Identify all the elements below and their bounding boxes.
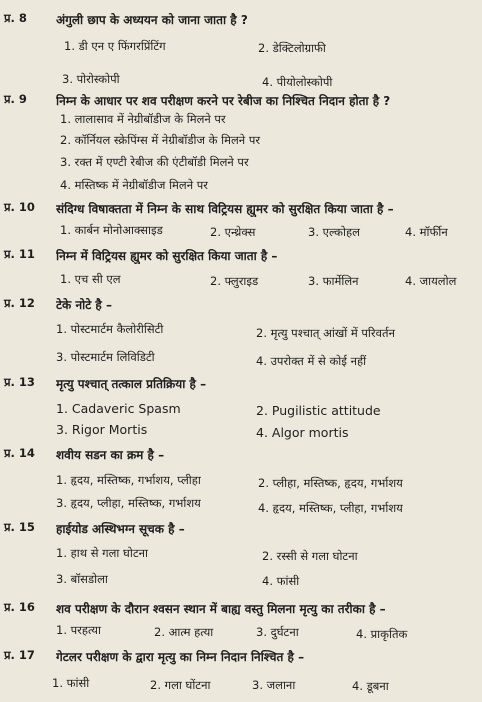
question-text: निम्न में विट्रियस ह्युमर को सुरक्षित किया जाता है – — [56, 249, 278, 263]
option-3: 3. दुर्घटना — [256, 625, 299, 639]
option-4: 4. पीयोलोस्कोपी — [262, 75, 333, 89]
question-text: अंगुली छाप के अध्ययन को जाना जाता है ? — [56, 13, 248, 27]
option-2: 2. आत्म हत्या — [154, 625, 214, 639]
question-text: शव परीक्षण के दौरान श्वसन स्थान में बाह्य वस्तु मिलना मृत्यु का तरीका है – — [56, 602, 386, 616]
option-1: 1. परहत्या — [56, 623, 101, 637]
option-2: 2. डेक्टिलोग्राफी — [258, 41, 326, 55]
question-text: हाईयोड अस्थिभग्न सूचक है – — [56, 522, 185, 536]
option-2: 2. मृत्यु पश्चात् आंखों में परिवर्तन — [256, 326, 395, 340]
option-3: 3. पोरोस्कोपी — [62, 72, 120, 86]
question-number: प्र. 16 — [4, 600, 35, 614]
question-text: टेके नोटे है – — [56, 298, 112, 312]
question-number: प्र. 15 — [4, 520, 35, 534]
question-number: प्र. 11 — [4, 247, 35, 261]
option-1: 1. फांसी — [52, 676, 90, 690]
option-4: 4. फांसी — [262, 574, 300, 588]
option-3: 3. फार्मेलिन — [308, 274, 359, 288]
question-number: प्र. 13 — [4, 375, 35, 389]
option-3: 3. जलाना — [252, 678, 296, 692]
option-1: 1. हाथ से गला घोटना — [56, 546, 148, 560]
question-number: प्र. 10 — [4, 200, 35, 214]
option-4: 4. जायलोल — [405, 274, 457, 288]
option-3: 3. एल्कोहल — [308, 225, 360, 239]
option-4: 4. प्राकृतिक — [356, 627, 408, 641]
option-1: 1. डी एन ए फिंगरप्रिंटिंग — [64, 39, 166, 53]
option-1: 1. हृदय, मस्तिष्क, गर्भाशय, प्लीहा — [56, 473, 201, 487]
option-2: 2. कॉर्नियल स्क्रेपिंग्स में नेग्रीबॉडीज के मिलने पर — [60, 133, 261, 147]
question-number: प्र. 17 — [4, 648, 35, 662]
option-3: 3. Rigor Mortis — [56, 422, 148, 437]
question-number: प्र. 14 — [4, 446, 35, 460]
option-4: 4. उपरोक्त में से कोई नहीं — [256, 354, 367, 368]
option-1: 1. लालासाव में नेग्रीबॉडीज के मिलने पर — [60, 112, 226, 126]
option-3: 3. बॉसडोला — [56, 572, 108, 586]
question-text: मृत्यु पश्चात् तत्काल प्रतिक्रिया है – — [56, 377, 207, 391]
option-1: 1. एच सी एल — [60, 272, 121, 286]
option-2: 2. एन्थ्रेक्स — [210, 225, 256, 239]
option-1: 1. कार्बन मोनोआक्साइड — [60, 223, 163, 237]
option-4: 4. डूबना — [352, 679, 389, 693]
option-2: 2. रस्सी से गला घोटना — [262, 549, 358, 563]
option-1: 1. Cadaveric Spasm — [56, 401, 181, 416]
option-4: 4. Algor mortis — [256, 425, 349, 440]
option-3: 3. रक्त में एण्टी रेबीज की एंटीबॉडी मिलने पर — [60, 155, 249, 169]
option-1: 1. पोस्टमार्टम कैलोरीसिटी — [56, 322, 164, 336]
option-2: 2. गला घोंटना — [150, 678, 211, 692]
question-text: संदिग्ध विषाक्तता में निम्न के साथ विट्रियस ह्युमर को सुरक्षित किया जाता है – — [56, 202, 394, 216]
option-3: 3. हृदय, प्लीहा, मस्तिष्क, गर्भाशय — [56, 496, 201, 510]
option-2: 2. Pugilistic attitude — [256, 403, 381, 418]
option-4: 4. मस्तिष्क में नेग्रीबॉडीज मिलने पर — [60, 178, 208, 192]
question-text: निम्न के आधार पर शव परीक्षण करने पर रेबीज का निश्चित निदान होता है ? — [56, 94, 391, 108]
option-2: 2. प्लीहा, मस्तिष्क, हृदय, गर्भाशय — [258, 476, 403, 490]
option-2: 2. फ्लुराइड — [210, 274, 259, 288]
question-number: प्र. 8 — [4, 11, 27, 25]
option-4: 4. हृदय, मस्तिष्क, प्लीहा, गर्भाशय — [258, 501, 403, 515]
option-3: 3. पोस्टमार्टम लिविडिटी — [56, 350, 155, 364]
option-4: 4. मॉर्फीन — [405, 225, 448, 239]
question-text: शवीय सडन का क्रम है – — [56, 448, 165, 462]
question-text: गेटलर परीक्षण के द्वारा मृत्यु का निम्न निदान निश्चित है – — [56, 650, 305, 664]
question-number: प्र. 9 — [4, 92, 27, 106]
question-number: प्र. 12 — [4, 296, 35, 310]
